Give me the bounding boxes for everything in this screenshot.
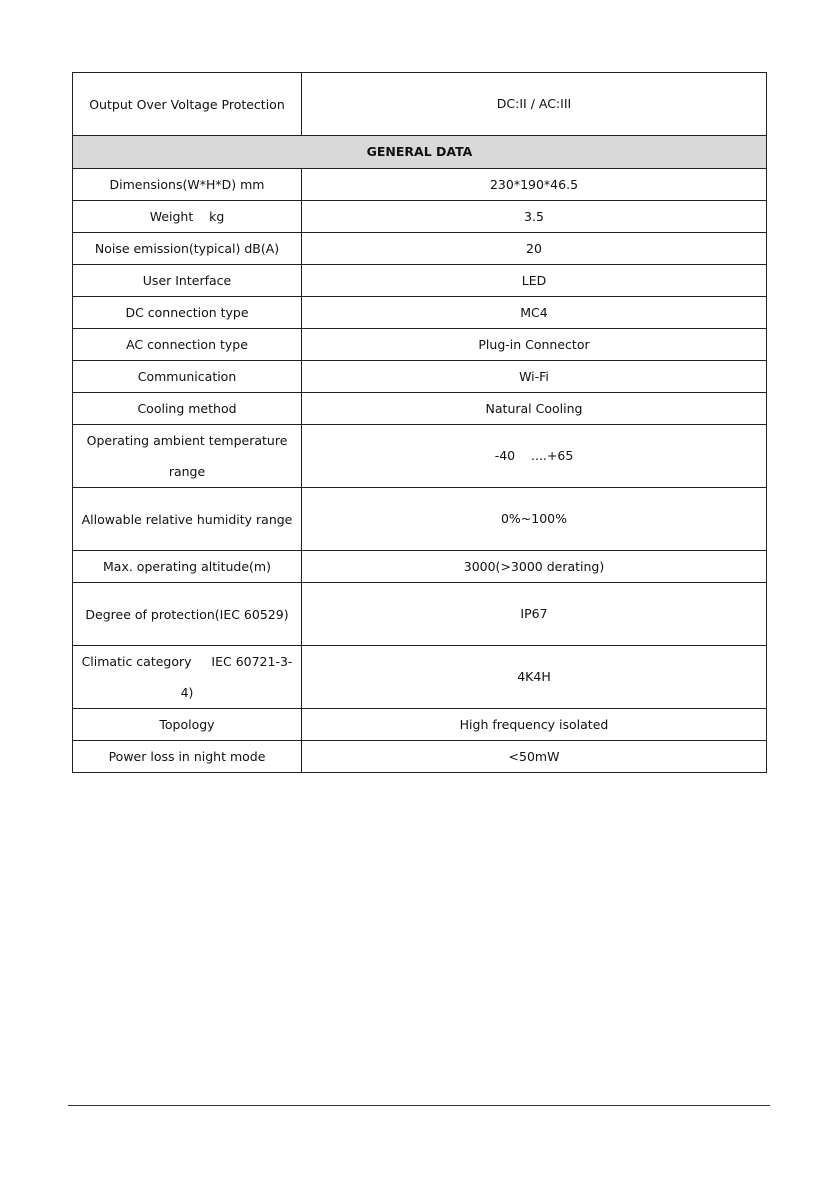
table-row	[73, 583, 767, 646]
row-label: Dimensions(W*H*D) mm	[73, 169, 302, 201]
spec-table	[72, 72, 767, 773]
section-title: GENERAL DATA	[73, 136, 767, 169]
table-row	[73, 551, 767, 583]
row-value: -40 ....+65	[302, 425, 767, 488]
table-row	[73, 329, 767, 361]
table-row	[73, 741, 767, 773]
footer-divider	[68, 1105, 770, 1106]
table-row	[73, 393, 767, 425]
row-value: 0%~100%	[302, 488, 767, 551]
row-label: Allowable relative humidity range	[73, 488, 302, 551]
row-value: DC:II / AC:III	[302, 73, 767, 136]
row-value: 4K4H	[302, 646, 767, 709]
row-label: DC connection type	[73, 297, 302, 329]
row-label: AC connection type	[73, 329, 302, 361]
table-row	[73, 709, 767, 741]
row-label: Power loss in night mode	[73, 741, 302, 773]
section-header-row	[73, 136, 767, 169]
row-label: Operating ambient temperature range	[73, 425, 302, 488]
table-row	[73, 297, 767, 329]
table-row	[73, 646, 767, 709]
row-label: Max. operating altitude(m)	[73, 551, 302, 583]
table-row	[73, 425, 767, 488]
row-label: Communication	[73, 361, 302, 393]
row-label: Degree of protection(IEC 60529)	[73, 583, 302, 646]
row-label: Climatic category IEC 60721-3-4)	[73, 646, 302, 709]
table-row	[73, 361, 767, 393]
row-value: IP67	[302, 583, 767, 646]
row-value: 3000(>3000 derating)	[302, 551, 767, 583]
row-label: Noise emission(typical) dB(A)	[73, 233, 302, 265]
row-value: MC4	[302, 297, 767, 329]
row-label: User Interface	[73, 265, 302, 297]
table-row	[73, 73, 767, 136]
row-value: Plug-in Connector	[302, 329, 767, 361]
row-value: 3.5	[302, 201, 767, 233]
row-value: <50mW	[302, 741, 767, 773]
row-label: Output Over Voltage Protection	[73, 73, 302, 136]
table-row	[73, 169, 767, 201]
row-label: Cooling method	[73, 393, 302, 425]
row-value: 230*190*46.5	[302, 169, 767, 201]
table-row	[73, 488, 767, 551]
table-row	[73, 265, 767, 297]
table-row	[73, 233, 767, 265]
row-label: Topology	[73, 709, 302, 741]
row-value: Natural Cooling	[302, 393, 767, 425]
table-row	[73, 201, 767, 233]
row-label: Weight kg	[73, 201, 302, 233]
row-value: Wi-Fi	[302, 361, 767, 393]
row-value: LED	[302, 265, 767, 297]
row-value: 20	[302, 233, 767, 265]
row-value: High frequency isolated	[302, 709, 767, 741]
